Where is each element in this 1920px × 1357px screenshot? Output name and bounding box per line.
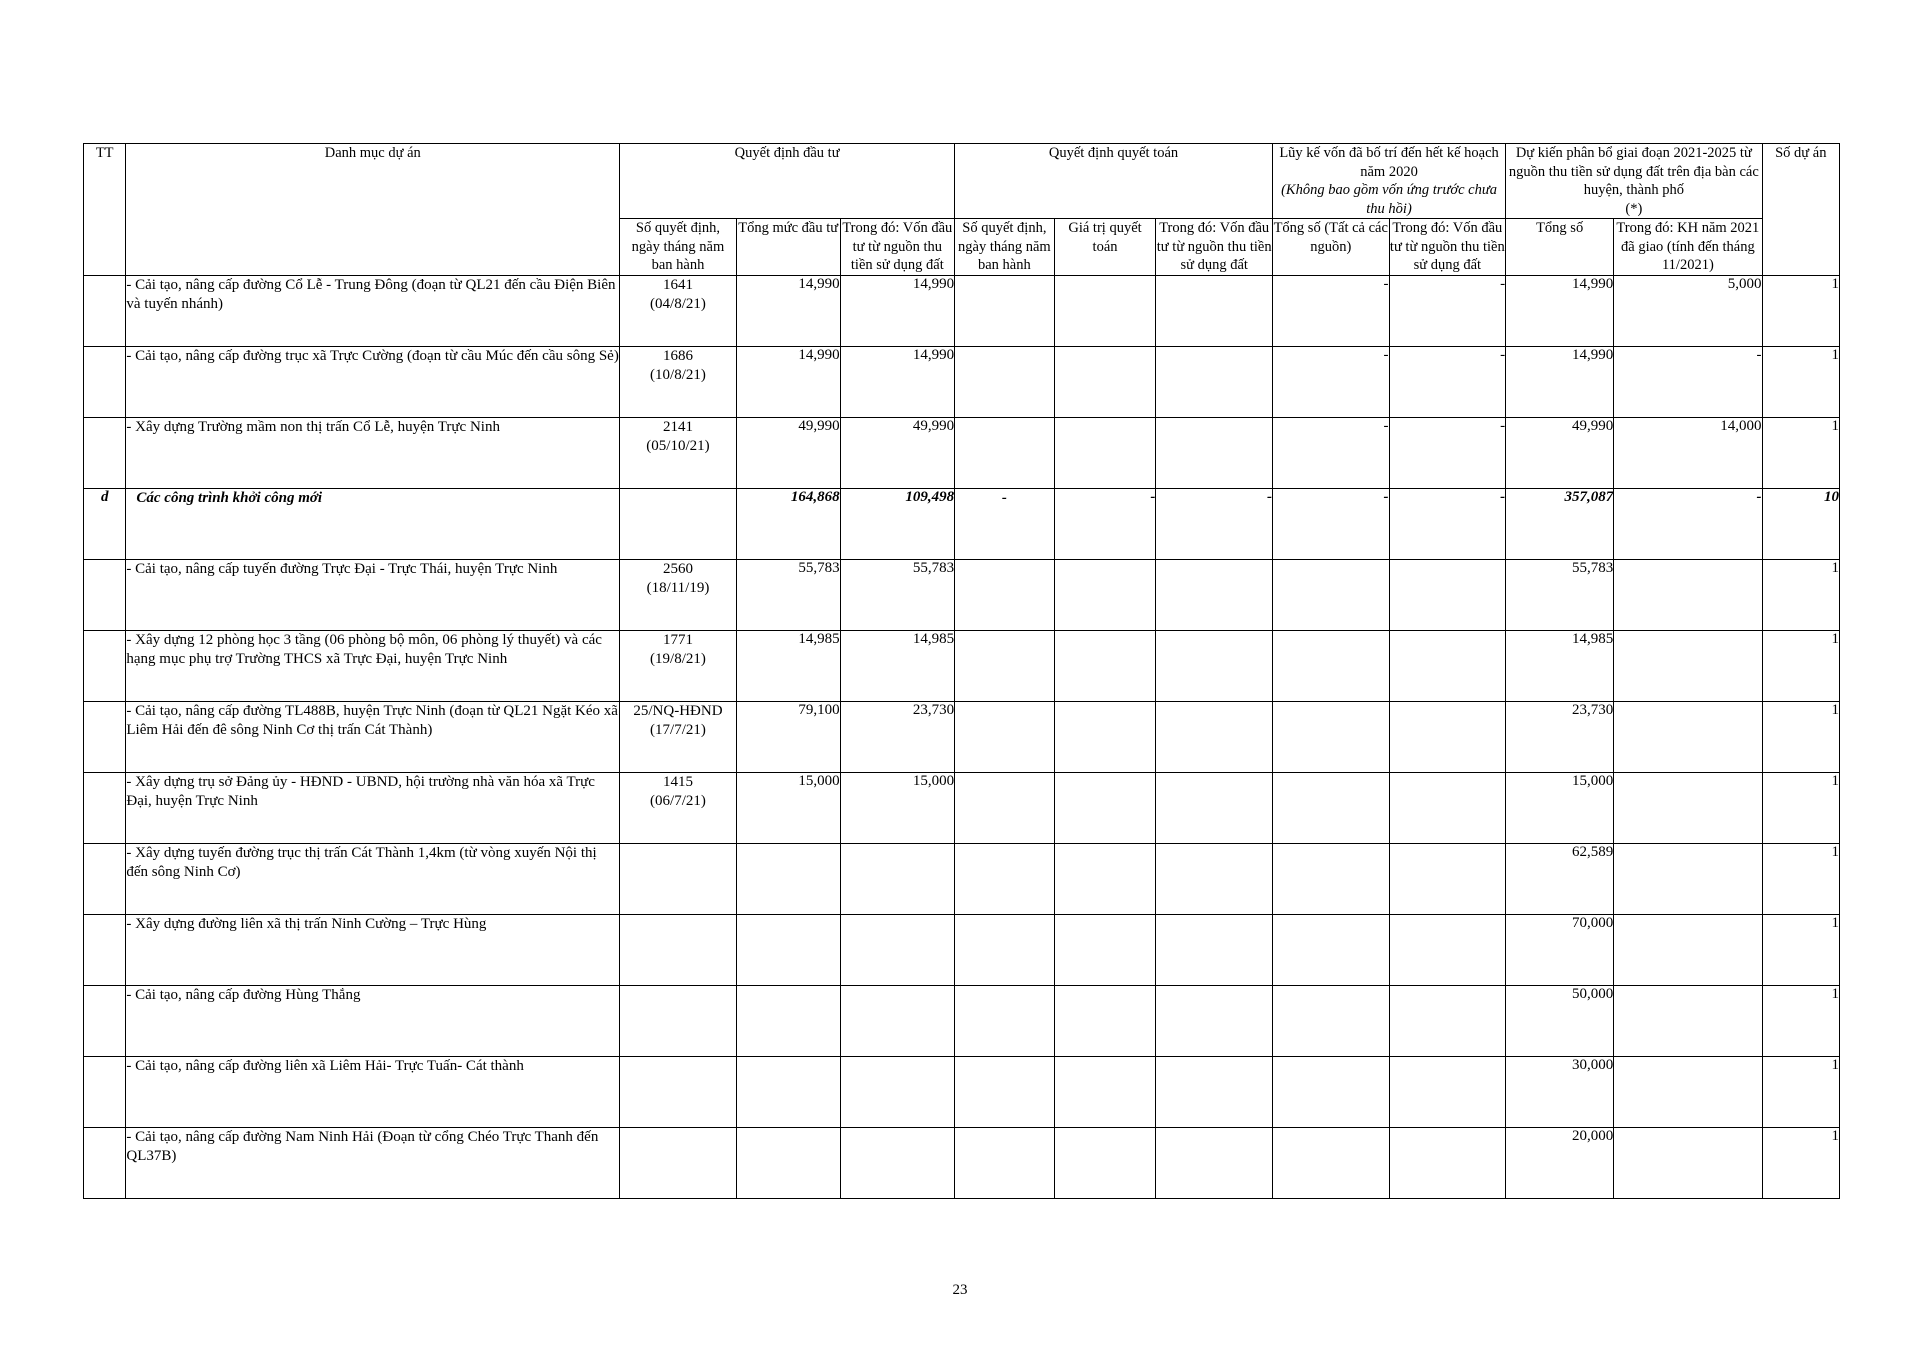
row-land-use-capital-2 [1156, 1127, 1273, 1198]
row-plan-total: 49,990 [1506, 417, 1614, 488]
row-decision-2 [955, 701, 1055, 772]
row-project-name: - Cải tạo, nâng cấp đường trục xã Trực Cường (đoạn từ cầu Múc đến cầu sông Sẻ) [126, 346, 620, 417]
header-land-use-capital-1: Trong đó: Vốn đầu tư từ nguồn thu tiền sử dụng đất [840, 219, 954, 276]
row-total-all-sources [1272, 630, 1389, 701]
row-decision-1 [620, 275, 737, 346]
row-plan-total: 23,730 [1506, 701, 1614, 772]
row-project-name: - Cải tạo, nâng cấp đường liên xã Liêm Hải- Trực Tuấn- Cát thành [126, 1056, 620, 1127]
table-row [84, 559, 1840, 630]
row-land-use-capital-3: - [1389, 275, 1506, 346]
header-total-investment: Tổng mức đầu tư [736, 219, 840, 276]
row-project-count: 1 [1762, 843, 1839, 914]
row-land-use-capital-3 [1389, 1056, 1506, 1127]
table-row [84, 914, 1840, 985]
row-project-count: 1 [1762, 772, 1839, 843]
row-land-use-capital-1 [840, 1127, 954, 1198]
row-decision-1 [620, 559, 737, 630]
row-project-name: - Cải tạo, nâng cấp tuyến đường Trực Đại - Trực Thái, huyện Trực Ninh [126, 559, 620, 630]
header-land-use-capital-3: Trong đó: Vốn đầu tư từ nguồn thu tiền sử dụng đất [1389, 219, 1506, 276]
header-settlement-value: Giá trị quyết toán [1054, 219, 1156, 276]
row-plan-2021: - [1614, 346, 1762, 417]
row-decision-2 [955, 1056, 1055, 1127]
row-settlement-value: - [1054, 488, 1156, 559]
header-total-all-sources: Tổng số (Tất cả các nguồn) [1272, 219, 1389, 276]
row-land-use-capital-3: - [1389, 346, 1506, 417]
row-project-count: 1 [1762, 985, 1839, 1056]
row-land-use-capital-2 [1156, 417, 1273, 488]
row-land-use-capital-2 [1156, 843, 1273, 914]
row-settlement-value [1054, 985, 1156, 1056]
table-row [84, 275, 1840, 346]
row-decision-2 [955, 559, 1055, 630]
row-land-use-capital-2 [1156, 630, 1273, 701]
row-settlement-value [1054, 630, 1156, 701]
row-decision-2 [955, 488, 1055, 559]
row-project-count: 1 [1762, 417, 1839, 488]
row-land-use-capital-3 [1389, 701, 1506, 772]
row-decision-1-number: 2560 [662, 560, 693, 577]
row-project-count: 10 [1762, 488, 1839, 559]
row-land-use-capital-1: 14,990 [840, 275, 954, 346]
row-land-use-capital-3 [1389, 1127, 1506, 1198]
row-index [84, 914, 126, 985]
row-decision-2 [955, 914, 1055, 985]
header-row-1 [84, 144, 1840, 219]
row-project-count: 1 [1762, 275, 1839, 346]
row-plan-total: 14,990 [1506, 346, 1614, 417]
header-plan-2021: Trong đó: KH năm 2021 đã giao (tính đến tháng 11/2021) [1614, 219, 1762, 276]
header-settlement-decision: Quyết định quyết toán [955, 144, 1273, 219]
row-land-use-capital-2 [1156, 914, 1273, 985]
row-decision-2 [955, 1127, 1055, 1198]
row-total-all-sources [1272, 914, 1389, 985]
row-plan-2021 [1614, 1127, 1762, 1198]
row-decision-1-date: (19/8/21) [650, 650, 706, 667]
row-plan-total: 70,000 [1506, 914, 1614, 985]
row-plan-2021: 5,000 [1614, 275, 1762, 346]
row-total-all-sources [1272, 772, 1389, 843]
row-index [84, 843, 126, 914]
row-land-use-capital-2 [1156, 985, 1273, 1056]
page-number: 23 [952, 1282, 968, 1298]
row-decision-1-date: (04/8/21) [650, 295, 706, 312]
row-land-use-capital-1: 49,990 [840, 417, 954, 488]
row-land-use-capital-2 [1156, 701, 1273, 772]
row-project-count: 1 [1762, 1056, 1839, 1127]
row-plan-2021 [1614, 772, 1762, 843]
row-land-use-capital-1 [840, 914, 954, 985]
row-project-name: - Cải tạo, nâng cấp đường Cổ Lễ - Trung Đông (đoạn từ QL21 đến cầu Điện Biên và tuyến nhánh) [126, 275, 620, 346]
table-body [84, 275, 1840, 1198]
header-planned-allocation-note: (*) [1625, 200, 1643, 217]
row-land-use-capital-2 [1156, 772, 1273, 843]
row-land-use-capital-3 [1389, 772, 1506, 843]
header-decision-no-date-1: Số quyết định, ngày tháng năm ban hành [620, 219, 737, 276]
row-total-investment [736, 985, 840, 1056]
row-decision-1 [620, 843, 737, 914]
row-land-use-capital-2 [1156, 559, 1273, 630]
row-plan-total: 62,589 [1506, 843, 1614, 914]
row-settlement-value [1054, 701, 1156, 772]
row-decision-1-date: (17/7/21) [650, 721, 706, 738]
row-decision-1-number: 1686 [662, 347, 693, 364]
row-total-all-sources: - [1272, 417, 1389, 488]
row-decision-1-date: (06/7/21) [650, 792, 706, 809]
row-project-name: - Cải tạo, nâng cấp đường Nam Ninh Hải (Đoạn từ cổng Chéo Trực Thanh đến QL37B) [126, 1127, 620, 1198]
row-land-use-capital-1: 55,783 [840, 559, 954, 630]
row-plan-2021 [1614, 843, 1762, 914]
row-plan-total: 55,783 [1506, 559, 1614, 630]
row-total-investment: 79,100 [736, 701, 840, 772]
row-index [84, 275, 126, 346]
row-decision-1 [620, 346, 737, 417]
row-index [84, 985, 126, 1056]
row-total-investment: 164,868 [736, 488, 840, 559]
row-land-use-capital-1 [840, 843, 954, 914]
row-decision-2 [955, 417, 1055, 488]
row-land-use-capital-2 [1156, 1056, 1273, 1127]
row-total-all-sources [1272, 1127, 1389, 1198]
row-settlement-value [1054, 914, 1156, 985]
table-row [84, 843, 1840, 914]
row-index: d [84, 488, 126, 559]
row-settlement-value [1054, 417, 1156, 488]
row-land-use-capital-3 [1389, 843, 1506, 914]
row-project-name: - Xây dựng trụ sở Đảng ủy - HĐND - UBND, hội trường nhà văn hóa xã Trực Đại, huyện Trực Ninh [126, 772, 620, 843]
row-land-use-capital-1 [840, 985, 954, 1056]
row-plan-total: 20,000 [1506, 1127, 1614, 1198]
table-row [84, 488, 1840, 559]
row-total-investment [736, 1127, 840, 1198]
row-decision-1-number: 1641 [662, 276, 693, 293]
row-total-all-sources: - [1272, 346, 1389, 417]
table-row [84, 630, 1840, 701]
row-decision-1 [620, 417, 737, 488]
row-project-name: - Xây dựng đường liên xã thị trấn Ninh Cường – Trực Hùng [126, 914, 620, 985]
row-decision-2 [955, 843, 1055, 914]
table-row [84, 985, 1840, 1056]
row-settlement-value [1054, 275, 1156, 346]
header-decision-no-date-2: Số quyết định, ngày tháng năm ban hành [955, 219, 1055, 276]
row-decision-1 [620, 701, 737, 772]
row-index [84, 630, 126, 701]
row-decision-1 [620, 772, 737, 843]
row-plan-total: 50,000 [1506, 985, 1614, 1056]
row-plan-2021 [1614, 559, 1762, 630]
row-settlement-value [1054, 772, 1156, 843]
row-total-investment [736, 914, 840, 985]
table-row [84, 701, 1840, 772]
row-total-investment: 14,990 [736, 275, 840, 346]
row-land-use-capital-1: 14,990 [840, 346, 954, 417]
row-decision-2 [955, 346, 1055, 417]
row-plan-2021: 14,000 [1614, 417, 1762, 488]
header-plan-total: Tổng số [1506, 219, 1614, 276]
row-project-name: Các công trình khởi công mới [126, 488, 620, 559]
row-decision-1-number: 1771 [662, 631, 693, 648]
row-decision-1 [620, 1056, 737, 1127]
row-decision-2 [955, 630, 1055, 701]
row-total-investment: 14,990 [736, 346, 840, 417]
table-row [84, 1056, 1840, 1127]
row-project-count: 1 [1762, 914, 1839, 985]
row-land-use-capital-3: - [1389, 488, 1506, 559]
header-land-use-capital-2: Trong đó: Vốn đầu tư từ nguồn thu tiền sử dụng đất [1156, 219, 1273, 276]
row-plan-total: 14,985 [1506, 630, 1614, 701]
row-plan-2021 [1614, 914, 1762, 985]
row-project-count: 1 [1762, 701, 1839, 772]
row-total-all-sources [1272, 843, 1389, 914]
row-settlement-value [1054, 559, 1156, 630]
budget-table [83, 143, 1840, 1199]
row-total-all-sources [1272, 701, 1389, 772]
row-land-use-capital-2 [1156, 275, 1273, 346]
header-cumulative-capital-text: Lũy kế vốn đã bố trí đến hết kế hoạch năm 2020 [1279, 145, 1499, 180]
row-decision-1 [620, 914, 737, 985]
row-decision-1-number: 2141 [662, 418, 693, 435]
row-project-name: - Cải tạo, nâng cấp đường TL488B, huyện Trực Ninh (đoạn từ QL21 Ngặt Kéo xã Liêm Hải đến đê sông Ninh Cơ thị trấn Cát Thành) [126, 701, 620, 772]
header-planned-allocation [1506, 144, 1762, 219]
row-land-use-capital-3 [1389, 559, 1506, 630]
row-land-use-capital-1 [840, 1056, 954, 1127]
row-project-name: - Xây dựng 12 phòng học 3 tầng (06 phòng bộ môn, 06 phòng lý thuyết) và các hạng mục phụ trợ Trường THCS xã Trực Đại, huyện Trực Ninh [126, 630, 620, 701]
header-cumulative-capital [1272, 144, 1505, 219]
row-plan-total: 15,000 [1506, 772, 1614, 843]
row-total-investment: 14,985 [736, 630, 840, 701]
header-project-list: Danh mục dự án [126, 144, 620, 276]
row-decision-1-date: (10/8/21) [650, 366, 706, 383]
row-decision-1 [620, 488, 737, 559]
row-project-name: - Cải tạo, nâng cấp đường Hùng Thắng [126, 985, 620, 1056]
row-total-investment: 49,990 [736, 417, 840, 488]
header-tt: TT [84, 144, 126, 276]
row-decision-2 [955, 772, 1055, 843]
row-land-use-capital-3 [1389, 630, 1506, 701]
header-planned-allocation-text: Dự kiến phân bổ giai đoạn 2021-2025 từ nguồn thu tiền sử dụng đất trên địa bàn các huyện, thành phố [1508, 145, 1759, 199]
row-decision-1 [620, 985, 737, 1056]
row-total-investment: 55,783 [736, 559, 840, 630]
row-index [84, 559, 126, 630]
row-land-use-capital-1: 15,000 [840, 772, 954, 843]
row-index [84, 772, 126, 843]
row-index [84, 1127, 126, 1198]
row-plan-2021 [1614, 630, 1762, 701]
row-land-use-capital-3 [1389, 914, 1506, 985]
header-investment-decision: Quyết định đầu tư [620, 144, 955, 219]
table-header [84, 144, 1840, 276]
row-land-use-capital-1: 109,498 [840, 488, 954, 559]
header-project-count: Số dự án [1762, 144, 1839, 276]
row-decision-2 [955, 985, 1055, 1056]
row-decision-1 [620, 630, 737, 701]
row-plan-total: 14,990 [1506, 275, 1614, 346]
row-decision-1-date: (18/11/19) [646, 579, 710, 596]
row-total-all-sources: - [1272, 275, 1389, 346]
table-row [84, 417, 1840, 488]
row-project-count: 1 [1762, 346, 1839, 417]
row-land-use-capital-2 [1156, 346, 1273, 417]
row-land-use-capital-2: - [1156, 488, 1273, 559]
row-settlement-value [1054, 346, 1156, 417]
row-plan-2021 [1614, 985, 1762, 1056]
row-settlement-value [1054, 1127, 1156, 1198]
row-index [84, 417, 126, 488]
row-index [84, 346, 126, 417]
row-project-count: 1 [1762, 559, 1839, 630]
row-project-name: - Xây dựng Trường mầm non thị trấn Cổ Lễ, huyện Trực Ninh [126, 417, 620, 488]
row-plan-2021 [1614, 701, 1762, 772]
row-plan-2021: - [1614, 488, 1762, 559]
table-row [84, 772, 1840, 843]
row-land-use-capital-3: - [1389, 417, 1506, 488]
row-decision-2 [955, 275, 1055, 346]
row-decision-1-number: 1415 [662, 773, 693, 790]
table-row [84, 346, 1840, 417]
row-decision-1-date: (05/10/21) [646, 437, 710, 454]
row-total-all-sources: - [1272, 488, 1389, 559]
row-total-all-sources [1272, 1056, 1389, 1127]
row-decision-2-number: - [1001, 489, 1007, 506]
budget-table-container [83, 143, 1840, 1199]
row-index [84, 701, 126, 772]
row-total-all-sources [1272, 559, 1389, 630]
row-project-name: - Xây dựng tuyến đường trục thị trấn Cát Thành 1,4km (từ vòng xuyến Nội thị đến sông Ninh Cơ) [126, 843, 620, 914]
header-cumulative-capital-note: (Không bao gồm vốn ứng trước chưa thu hồi) [1281, 182, 1497, 217]
row-total-investment [736, 843, 840, 914]
row-plan-2021 [1614, 1056, 1762, 1127]
row-decision-1 [620, 1127, 737, 1198]
row-land-use-capital-1: 14,985 [840, 630, 954, 701]
row-total-all-sources [1272, 985, 1389, 1056]
row-settlement-value [1054, 1056, 1156, 1127]
row-plan-total: 30,000 [1506, 1056, 1614, 1127]
row-project-count: 1 [1762, 630, 1839, 701]
row-land-use-capital-1: 23,730 [840, 701, 954, 772]
row-total-investment [736, 1056, 840, 1127]
row-land-use-capital-3 [1389, 985, 1506, 1056]
table-row [84, 1127, 1840, 1198]
row-settlement-value [1054, 843, 1156, 914]
row-project-count: 1 [1762, 1127, 1839, 1198]
row-index [84, 1056, 126, 1127]
row-total-investment: 15,000 [736, 772, 840, 843]
row-decision-1-number: 25/NQ-HĐND [633, 702, 723, 719]
row-plan-total: 357,087 [1506, 488, 1614, 559]
